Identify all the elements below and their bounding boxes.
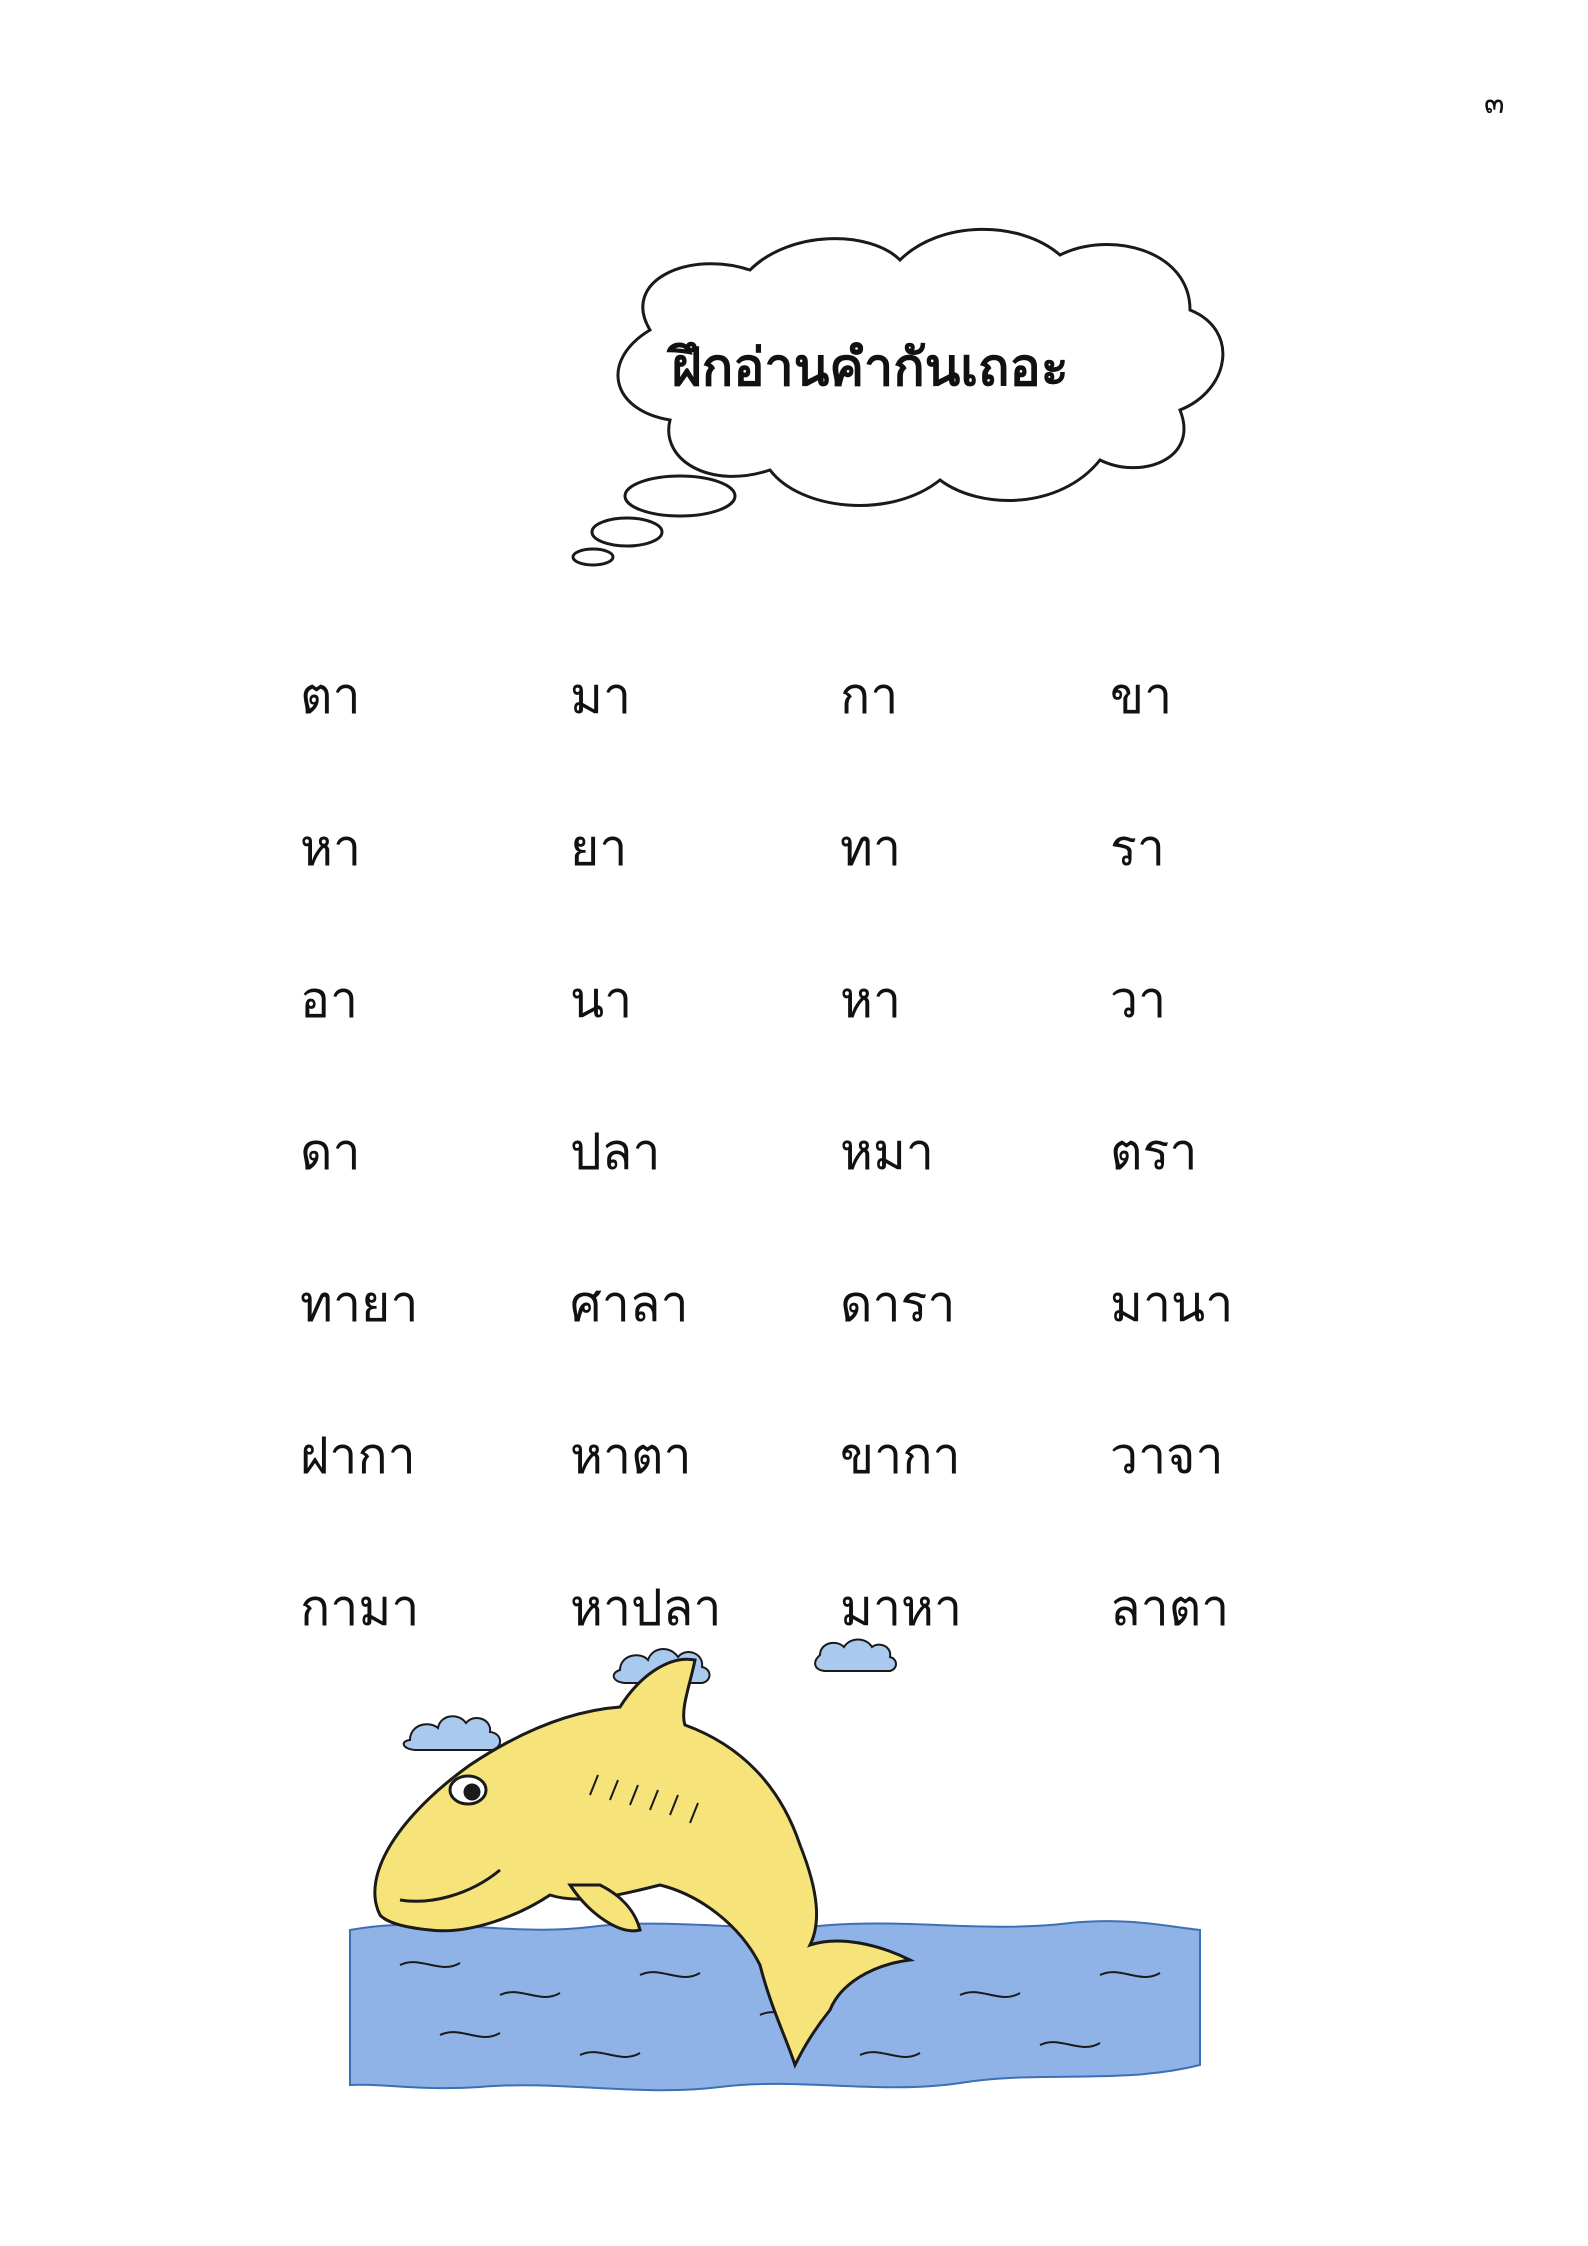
word: ศาลา — [570, 1274, 689, 1333]
word: กามา — [300, 1578, 420, 1637]
word: มานา — [1110, 1274, 1234, 1333]
word: ปลา — [570, 1122, 661, 1181]
word-row — [260, 1380, 1340, 1532]
word: นา — [570, 970, 633, 1029]
word: ยา — [570, 818, 628, 877]
word: หา — [300, 818, 362, 877]
word: หาตา — [570, 1426, 692, 1485]
cloud-title: ฝึกอ่านคำกันเถอะ — [671, 337, 1069, 398]
word: รา — [1110, 818, 1165, 877]
word: อา — [300, 970, 359, 1029]
word-grid — [260, 620, 1340, 1684]
word: ขา — [1110, 666, 1173, 725]
word: หา — [840, 970, 902, 1029]
word: วา — [1110, 970, 1167, 1029]
page-number: ๓ — [1484, 86, 1505, 121]
word: ดา — [300, 1122, 361, 1181]
thought-cloud — [540, 210, 1240, 580]
dolphin-illustration — [340, 1615, 1360, 2135]
word: ทา — [840, 818, 902, 877]
word: กา — [840, 666, 899, 725]
word: มาหา — [840, 1578, 963, 1637]
word-row — [260, 1228, 1340, 1380]
word: ตรา — [1110, 1122, 1198, 1181]
word: หมา — [840, 1122, 934, 1181]
word: หาปลา — [570, 1578, 722, 1637]
word-row — [260, 620, 1340, 772]
word-row — [260, 924, 1340, 1076]
word: ลาตา — [1110, 1578, 1230, 1637]
word: ทายา — [300, 1274, 419, 1333]
word: วาจา — [1110, 1426, 1224, 1485]
word-row — [260, 772, 1340, 924]
word: มา — [570, 666, 632, 725]
dolphin-icon — [340, 1615, 1360, 2135]
word: ตา — [300, 666, 361, 725]
word: ขากา — [840, 1426, 961, 1485]
word-row — [260, 1076, 1340, 1228]
word: ฝากา — [300, 1426, 416, 1485]
word: ดารา — [840, 1274, 956, 1333]
